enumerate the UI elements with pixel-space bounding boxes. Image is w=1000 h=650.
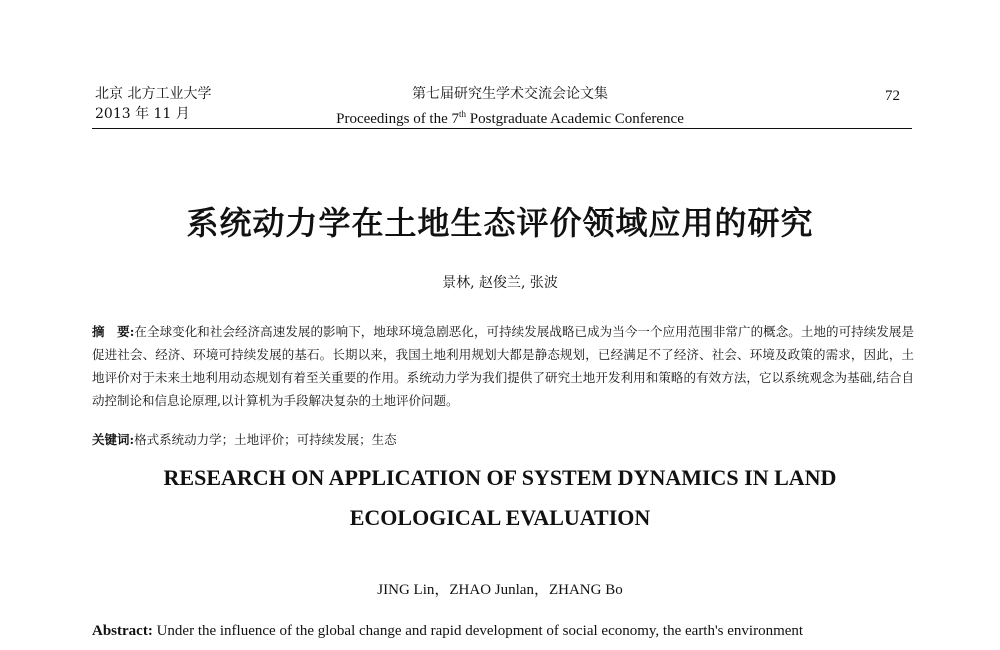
header-date: 2013 年 11 月 [95,106,190,122]
abstract-cn-text: 在全球变化和社会经济高速发展的影响下，地球环境急剧恶化，可持续发展战略已成为当今一个应用范围非常广的概念。土地的可持续发展是促进社会、经济、环境可持续发展的基石。长期以来，我国土地利用规划大都是静态规划，已经满足不了经济、社会、环境及政策的需求，因此，土地评价对于未来土地利用动态规划有着至关重要的作用。系统动力学为我们提供了研究土地开发利用和策略的有效方法，它以系统观念为基础,结合自动控制论和信息论原理,以计算机为手段解决复杂的土地评价问题。 [92,324,914,408]
header-proceedings-en-suffix: Postgraduate Academic Conference [466,111,684,127]
paper-title-cn: 系统动力学在土地生态评价领域应用的研究 [186,204,814,242]
header-divider [92,128,912,129]
abstract-en-label: Abstract: [92,623,153,639]
keywords-cn-label: 关键词: [92,432,135,447]
paper-title-en-line2: ECOLOGICAL EVALUATION [349,505,651,530]
header-proceedings-cn: 第七届研究生学术交流会论文集 [412,86,608,102]
header-proceedings-en-prefix: Proceedings of the 7 [336,111,460,127]
header-proceedings-en [290,104,730,129]
paper-authors-en: JING Lin，ZHAO Junlan，ZHANG Bo [377,582,623,598]
abstract-cn [92,320,914,412]
abstract-cn-label: 摘 要: [92,324,135,339]
header-proceedings-en-sup: th [459,109,467,119]
header-left [95,84,211,124]
keywords-cn-text: 格式系统动力学；土地评价；可持续发展；生态 [134,432,397,447]
header-center [290,84,730,129]
abstract-en-text: Under the influence of the global change and rapid development of social economy, the earth's environment [156,623,804,639]
abstract-en [92,620,914,642]
header-institution: 北京 北方工业大学 [95,86,212,102]
paper-authors-cn: 景林, 赵俊兰, 张波 [442,275,558,291]
paper-title-en [0,458,1000,538]
page-number: 72 [885,88,900,104]
paper-title-en-line1: RESEARCH ON APPLICATION OF SYSTEM DYNAMICS IN LAND [163,465,837,490]
keywords-cn [92,430,914,450]
